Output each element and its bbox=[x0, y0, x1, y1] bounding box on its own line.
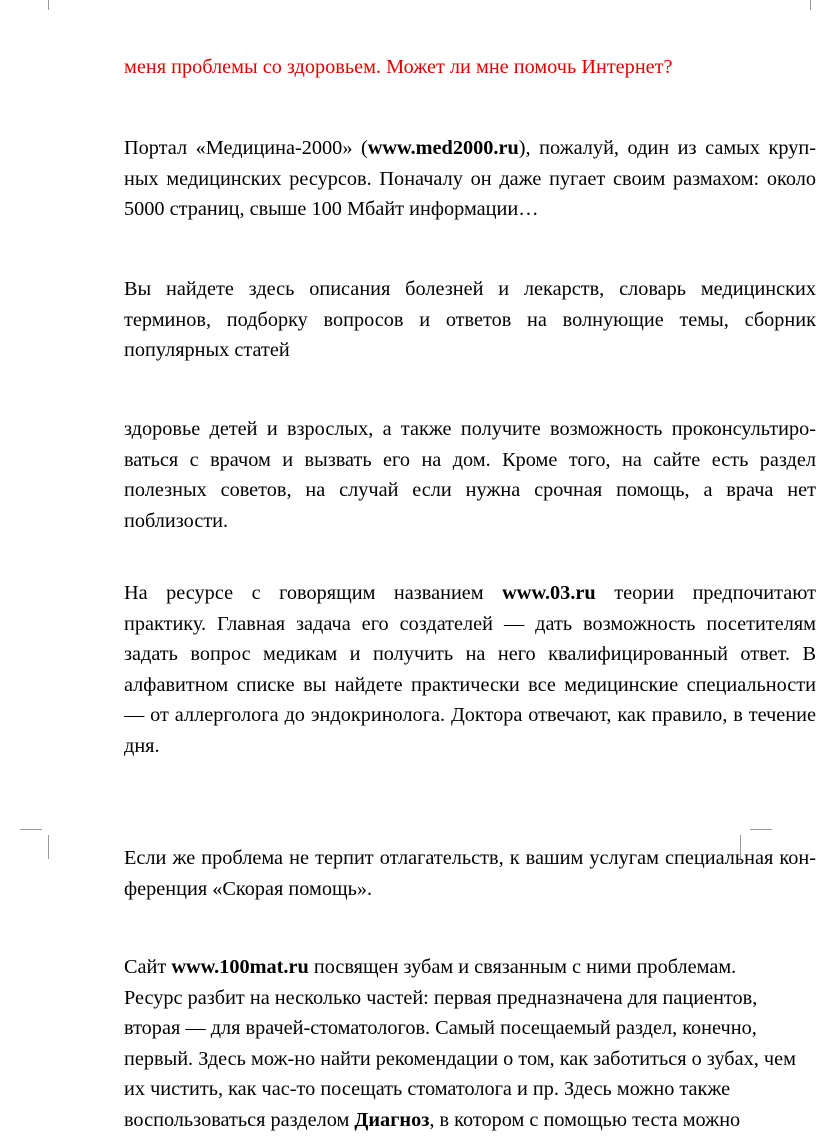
paragraph-contents bbox=[124, 274, 816, 366]
para-line: ваться с врачом и вызвать его на дом. Кроме того, на сайте есть раздел bbox=[124, 448, 816, 471]
para-line: Если же проблема не терпит отлагательств, к вашим услугам специальная кон- bbox=[124, 847, 816, 869]
text-run: На ресурсе с говорящим названием bbox=[124, 582, 484, 604]
para-line: 5000 страниц, свыше 100 Мбайт информации… bbox=[124, 198, 539, 220]
text-run: теории предпочитают bbox=[614, 582, 816, 604]
heading-text: меня проблемы со здоровьем. Может ли мне помочь Интернет? bbox=[124, 56, 673, 78]
para-line: здоровье детей и взрослых, а также получите возможность проконсультиро- bbox=[124, 418, 816, 440]
para-line: ных медицинских ресурсов. Поначалу он даже пугает своим размахом: около bbox=[124, 167, 816, 190]
crop-mark-right-h bbox=[750, 829, 772, 830]
para-line: алфавитном списке вы найдете практически все медицинские специальности bbox=[124, 673, 816, 696]
paragraph-03 bbox=[124, 578, 816, 761]
bold-term-diagnosis: Диагноз bbox=[354, 1108, 430, 1131]
para-line bbox=[124, 952, 816, 983]
link-med2000[interactable]: www.med2000.ru bbox=[367, 137, 519, 159]
para-line: дня. bbox=[124, 734, 160, 757]
text-run: ), пожалуй, один из самых круп- bbox=[518, 137, 816, 159]
para-line: вторая — для врачей-стоматологов. Самый посещаемый раздел, конечно, bbox=[124, 1017, 757, 1039]
para-line: терминов, подборку вопросов и ответов на волнующие темы, сборник bbox=[124, 308, 816, 331]
para-line: ференция «Скорая помощь». bbox=[124, 877, 373, 900]
crop-mark-top-right bbox=[810, 0, 811, 10]
para-line: популярных статей bbox=[124, 339, 290, 361]
text-run: , в котором с помощью теста можно bbox=[429, 1108, 741, 1131]
para-line: первый. Здесь мож-но найти рекомендации о том, как заботиться о зубах, чем bbox=[124, 1047, 796, 1070]
para-line: практику. Главная задача его создателей — дать возможность посетителям bbox=[124, 612, 816, 635]
paragraph-100mat bbox=[124, 952, 816, 1135]
crop-mark-left-v bbox=[48, 835, 49, 859]
paragraph-emergency bbox=[124, 843, 816, 904]
para-line bbox=[124, 133, 816, 164]
text-run: воспользоваться разделом bbox=[124, 1108, 350, 1131]
para-line: их чистить, как час-то посещать стоматолога и пр. Здесь можно также bbox=[124, 1078, 731, 1100]
para-line: Вы найдете здесь описания болезней и лекарств, словарь медицинских bbox=[124, 278, 816, 300]
section-heading bbox=[124, 52, 816, 83]
para-line: — от аллерголога до эндокринолога. Доктора отвечают, как правило, в течение bbox=[124, 704, 816, 726]
crop-mark-top-left bbox=[48, 0, 49, 10]
para-line: Ресурс разбит на несколько частей: первая предназначена для пациентов, bbox=[124, 986, 758, 1009]
text-run: Портал «Медицина-2000» ( bbox=[124, 137, 368, 159]
paragraph-med2000 bbox=[124, 133, 816, 225]
text-run: Сайт bbox=[124, 956, 167, 978]
para-line: задать вопрос медикам и получить на него квалифицированный ответ. В bbox=[124, 643, 816, 665]
para-line bbox=[124, 578, 816, 609]
para-line bbox=[124, 1105, 816, 1136]
para-line: полезных советов, на случай если нужна срочная помощь, а врача нет bbox=[124, 479, 816, 501]
crop-mark-left-h bbox=[20, 829, 42, 830]
link-03[interactable]: www.03.ru bbox=[502, 582, 596, 604]
paragraph-consult bbox=[124, 414, 816, 536]
text-run: посвящен зубам и связанным с ними проблемам. bbox=[313, 956, 737, 978]
para-line: поблизости. bbox=[124, 509, 229, 532]
link-100mat[interactable]: www.100mat.ru bbox=[171, 956, 309, 978]
